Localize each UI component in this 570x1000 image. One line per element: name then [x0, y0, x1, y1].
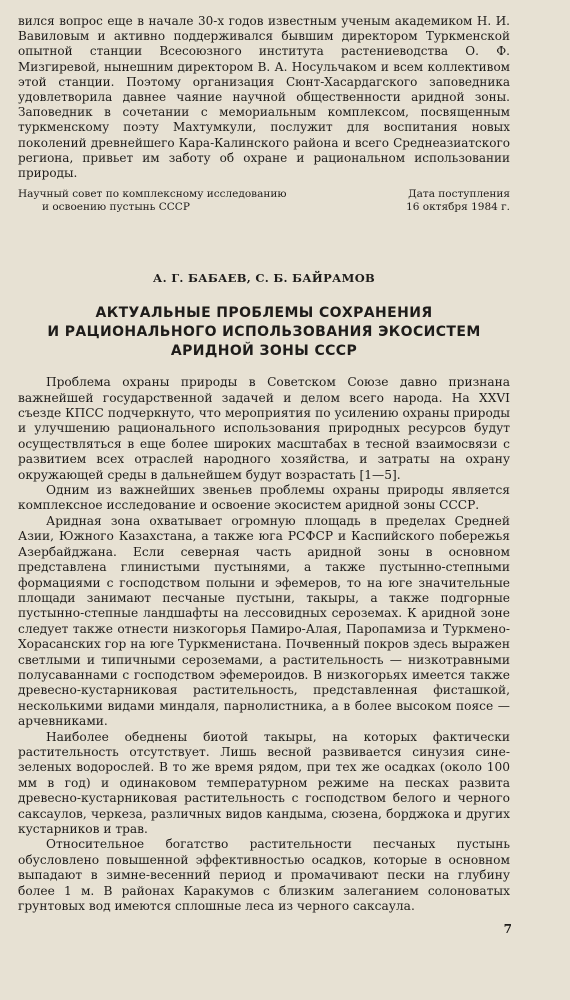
body-paragraph: Наиболее обеднены биотой такыры, на которых фактически растительность отсутствует. Лишь весной развивается синузия сине-зеленых водорослей. В то же время рядом, при тех же осадках (около 100 мм в год) и одинаковом температурном режиме на песках развита древесно-кустарниковая растительность с господством белого и черного саксаулов, черкеза, различных видов кандыма, сюзена, борджока и других кустарников и трав. [18, 729, 510, 837]
article-title-line2: И РАЦИОНАЛЬНОГО ИСПОЛЬЗОВАНИЯ ЭКОСИСТЕМ [47, 324, 481, 341]
body-paragraph: Аридная зона охватывает огромную площадь в пределах Средней Азии, Южного Казахстана, а также юга РСФСР и Каспийского побережья Азербайджана. Если северная часть аридной зоны в основном представлена глинистыми пустынями, а также пустынно-степными формациями с господством полыни и эфемеров, то на юге значительные площади занимают песчаные пустыни, такыры, а также подгорные пустынно-степные ландшафты на лессовидных сероземах. К аридной зоне следует также отнести низкогорья Памиро-Алая, Паропамиза и Туркмено-Хорасанских гор на юге Туркменистана. Почвенный покров здесь выражен светлыми и типичными сероземами, а растительность — низкотравными полусаваннами с господством эфемероидов. В низкогорьях имеется также древесно-кустарниковая растительность, представленная фисташкой, несколькими видами миндаля, парнолистника, а в более высоком поясе — арчевниками. [18, 513, 510, 729]
body-paragraph: Проблема охраны природы в Советском Союзе давно признана важнейшей государственной задачей и делом всего народа. На XXVI съезде КПСС подчеркнуто, что мероприятия по усилению охраны природы и улучшению рационального использования природных ресурсов будут осуществляться в еще более широких масштабах в тесной взаимосвязи с развитием всех отраслей народного хозяйства, и затраты на охрану окружающей среды в дальнейшем будут возрастать [1—5]. [18, 375, 510, 482]
body-paragraph: Относительное богатство растительности песчаных пустынь обусловлено повышенной эффективностью осадков, которые в основном выпадают в зимне-весенний период и промачивают пески на глубину более 1 м. В районах Каракумов с близким залеганием солоноватых грунтовых вод имеются сплошные леса из черного саксаула. [18, 837, 510, 914]
signature-block [18, 188, 510, 213]
page-number: 7 [503, 922, 512, 936]
received-date-label: Дата поступления [408, 188, 510, 201]
signature-organization-line1: Научный совет по комплексному исследованию [18, 188, 287, 201]
article-title [18, 304, 510, 361]
body-paragraph: Одним из важнейших звеньев проблемы охраны природы является комплексное исследование и освоение экосистем аридной зоны СССР. [18, 483, 510, 513]
received-date-value: 16 октября 1984 г. [406, 200, 510, 213]
received-date [406, 188, 510, 213]
article-body [18, 375, 510, 914]
intro-paragraph: вился вопрос еще в начале 30-х годов известным ученым академиком Н. И. Вавиловым и активно поддерживался бывшим директором Туркменской опытной станции Всесоюзного института растениеводства О. Ф. Мизгиревой, нынешним директором В. А. Носульчаком и всем коллективом этой станции. Поэтому организация Сюнт-Хасардагского заповедника удовлетворила давнее чаяние научной общественности аридной зоны. Заповедник в сочетании с мемориальным комплексом, посвященным туркменскому поэту Махтумкули, послужит для воспитания новых поколений древнейшего Кара-Калинского района и всего Среднеазиатского региона, привьет им заботу об охране и рациональном использовании природы. [18, 14, 510, 181]
article-title-line3: АРИДНОЙ ЗОНЫ СССР [170, 343, 358, 360]
article-title-line1: АКТУАЛЬНЫЕ ПРОБЛЕМЫ СОХРАНЕНИЯ [95, 305, 433, 322]
signature-organization [18, 188, 286, 213]
article-authors: А. Г. БАБАЕВ, С. Б. БАЙРАМОВ [152, 271, 376, 286]
signature-organization-line2: и освоению пустынь СССР [42, 200, 190, 213]
